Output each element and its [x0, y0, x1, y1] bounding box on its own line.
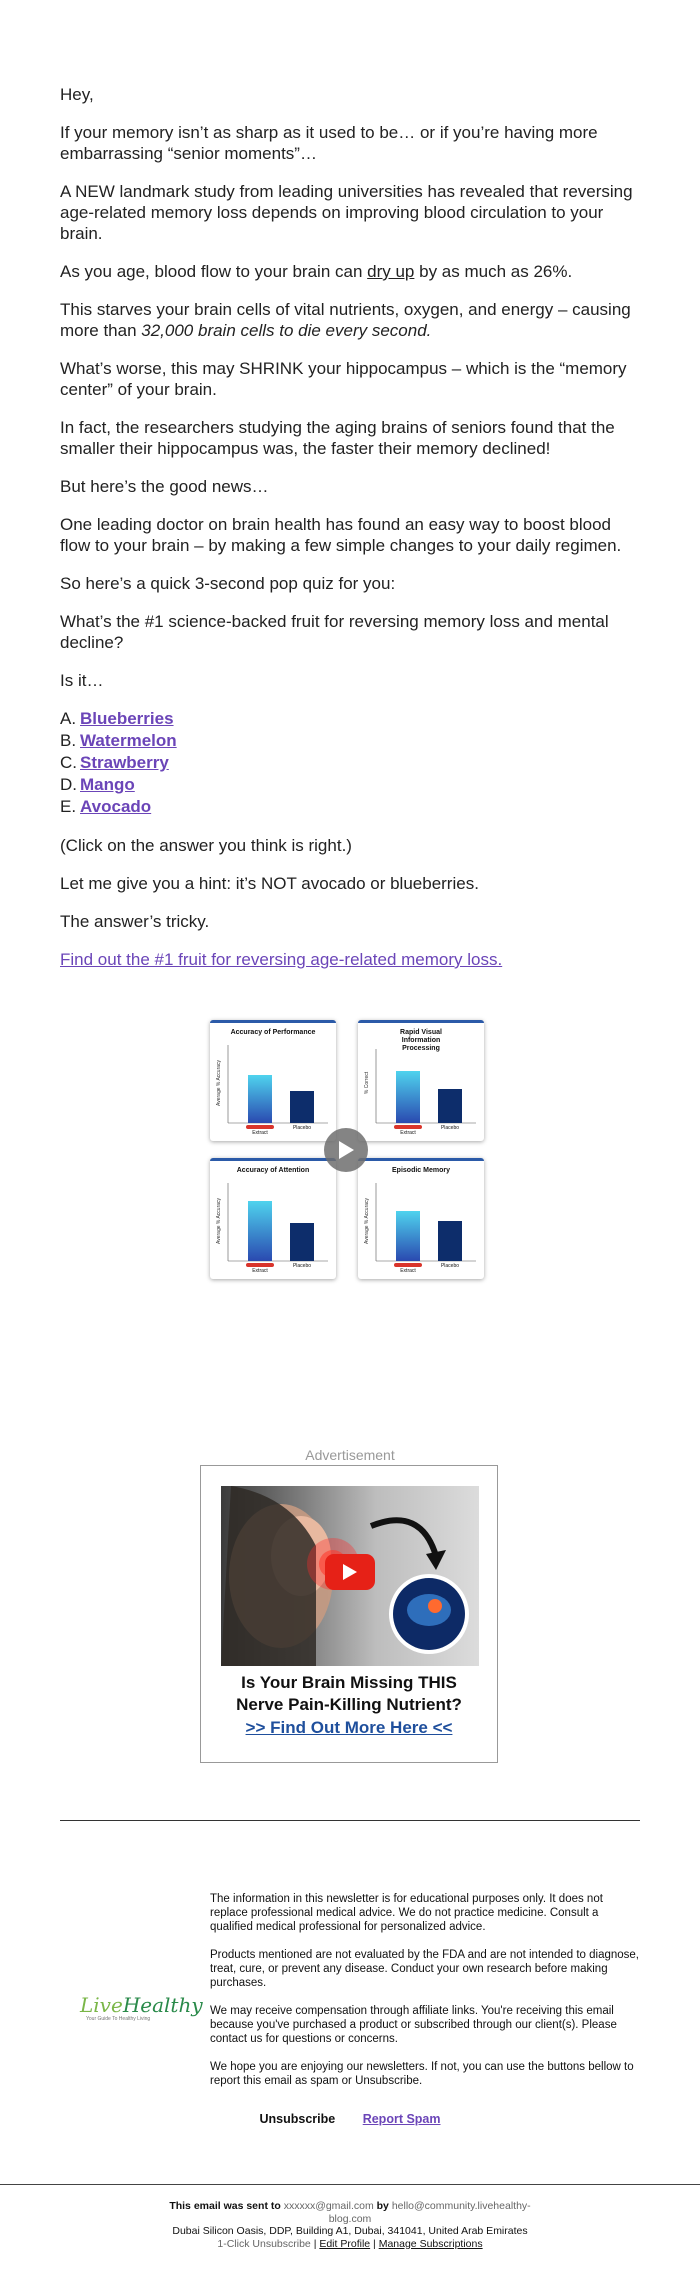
paragraph: What’s worse, this may SHRINK your hippocampus – which is the “memory center” of your brain. [60, 359, 627, 399]
ad-headline-line: Nerve Pain-Killing Nutrient? [236, 1695, 462, 1714]
separator: | [313, 2237, 317, 2250]
extract-highlight [394, 1263, 422, 1267]
chart-title: Rapid Visual Information Processing [400, 1029, 442, 1052]
bar-extract [396, 1211, 420, 1261]
paragraph: Let me give you a hint: it’s NOT avocado or blueberries. [60, 874, 479, 893]
chart-ylabel: % Correct [364, 1071, 370, 1095]
bar-placebo [438, 1089, 462, 1123]
bar-extract [248, 1201, 272, 1261]
paragraph [60, 949, 640, 970]
bar-extract [396, 1071, 420, 1123]
extract-highlight [394, 1125, 422, 1129]
footer-actions [0, 2112, 700, 2126]
sent-to-line [150, 2200, 550, 2225]
chart-panel [358, 1158, 484, 1279]
chart-svg [358, 1023, 484, 1141]
ad-headline-line: Is Your Brain Missing THIS [241, 1673, 457, 1692]
advertisement-label: Advertisement [305, 1447, 395, 1463]
bar-extract [248, 1075, 272, 1123]
quiz-option [60, 752, 640, 774]
bar-label: Placebo [440, 1263, 460, 1269]
quiz-option [60, 708, 640, 730]
text: As you age, blood flow to your brain can [60, 262, 368, 281]
chart-svg [210, 1161, 336, 1279]
text: This starves your brain cells of vital nutrients, oxygen, and energy – causing more than [60, 300, 631, 340]
youtube-play-icon[interactable] [325, 1554, 375, 1590]
bar-label: Placebo [292, 1263, 312, 1269]
paragraph: If your memory isn’t as sharp as it used to be… or if you’re having more embarrassing “senior moments”… [60, 123, 598, 163]
chart-ylabel: Average % Accuracy [216, 1197, 222, 1245]
bar-label: Extract [252, 1130, 268, 1136]
italic-text: 32,000 brain cells to die every second. [141, 321, 432, 340]
quiz-option [60, 774, 640, 796]
greeting: Hey, [60, 85, 94, 104]
play-triangle-icon [342, 1563, 358, 1581]
quiz-option [60, 730, 640, 752]
play-icon [337, 1140, 355, 1160]
underlined-text: dry up [367, 262, 415, 281]
bar-label: Extract [400, 1130, 416, 1136]
bar-label: Extract [400, 1268, 416, 1274]
recipient-email: xxxxxx@gmail.com [283, 2200, 374, 2212]
sent-by: by [376, 2200, 389, 2212]
separator: | [373, 2237, 376, 2250]
chart-panel [210, 1020, 336, 1141]
logo-part: Healthy [122, 1993, 203, 2017]
option-letter: D. [60, 775, 77, 794]
address: Dubai Silicon Oasis, DDP, Building A1, Dubai, 341041, United Arab Emirates [172, 2225, 528, 2237]
chart-svg [358, 1161, 484, 1279]
paragraph: The answer’s tricky. [60, 912, 210, 931]
disclaimer-paragraph: Products mentioned are not evaluated by the FDA and are not intended to diagnose, treat, cure, or prevent any disease. Conduct your own research before making purchases. [210, 1949, 639, 1989]
chart-title: Accuracy of Attention [236, 1167, 310, 1174]
chart-ylabel: Average % Accuracy [216, 1059, 222, 1107]
footer-info [150, 2200, 550, 2250]
logo-tagline: Your Guide To Healthy Living [86, 2016, 151, 2022]
paragraph: One leading doctor on brain health has found an easy way to boost blood flow to your brain – by making a few simple changes to your daily regimen. [60, 515, 622, 555]
bar-label: Placebo [292, 1125, 312, 1131]
play-button[interactable] [324, 1128, 368, 1172]
paragraph: So here’s a quick 3-second pop quiz for you: [60, 574, 396, 593]
bar-label: Extract [252, 1268, 268, 1274]
chart-title: Episodic Memory [392, 1167, 450, 1174]
option-letter: B. [60, 731, 77, 750]
answer-link-blueberries[interactable]: Blueberries [80, 709, 174, 728]
chart-title: Accuracy of Performance [230, 1029, 316, 1036]
chart-svg [210, 1023, 336, 1141]
paragraph: Is it… [60, 671, 104, 690]
paragraph: But here’s the good news… [60, 477, 269, 496]
logo-part: Live [80, 1993, 123, 2017]
bar-placebo [438, 1221, 462, 1261]
ad-cta-link[interactable]: >> Find Out More Here << [245, 1718, 453, 1737]
paragraph: (Click on the answer you think is right.) [60, 836, 352, 855]
option-letter: E. [60, 797, 77, 816]
logo-wordmark [80, 1993, 203, 2017]
disclaimer-paragraph: We hope you are enjoying our newsletters. If not, you can use the buttons bellow to report this email as spam or Unsubscribe. [210, 2061, 634, 2087]
unsubscribe-button[interactable]: Unsubscribe [259, 2112, 336, 2126]
text: by as much as 26%. [414, 262, 573, 281]
answer-link-avocado[interactable]: Avocado [80, 797, 152, 816]
advertisement[interactable] [200, 1465, 498, 1763]
option-letter: A. [60, 709, 77, 728]
cta-link[interactable]: Find out the #1 fruit for reversing age-related memory loss. [60, 950, 503, 969]
ad-image[interactable] [221, 1486, 479, 1666]
disclaimer-paragraph: The information in this newsletter is for educational purposes only. It does not replace professional medical advice. We do not practice medicine. Consult a qualified medical professional for personalized advice. [210, 1893, 603, 1933]
disclaimer-paragraph: We may receive compensation through affiliate links. You're receiving this email because you've purchased a product or subscribed through our client(s). Please contact us for questions or concerns. [210, 2005, 617, 2045]
paragraph: In fact, the researchers studying the aging brains of seniors found that the smaller their hippocampus was, the faster their memory declined! [60, 418, 615, 458]
chart-panel [210, 1158, 336, 1279]
one-click-unsubscribe[interactable]: 1-Click Unsubscribe [217, 2237, 311, 2250]
paragraph: A NEW landmark study from leading universities has revealed that reversing age-related memory loss depends on improving blood circulation to your brain. [60, 182, 633, 243]
sent-prefix: This email was sent to [169, 2200, 281, 2212]
footer-divider [0, 2184, 700, 2185]
report-spam-button[interactable]: Report Spam [362, 2112, 441, 2126]
video-thumbnail[interactable] [210, 1020, 484, 1278]
divider [60, 1820, 640, 1821]
extract-highlight [246, 1125, 274, 1129]
paragraph: What’s the #1 science-backed fruit for reversing memory loss and mental decline? [60, 612, 609, 652]
ad-headline [201, 1672, 497, 1716]
email-body [60, 84, 640, 987]
answer-link-mango[interactable]: Mango [80, 775, 135, 794]
paragraph [60, 299, 640, 341]
chart-ylabel: Average % Accuracy [364, 1197, 370, 1245]
answer-link-strawberry[interactable]: Strawberry [80, 753, 169, 772]
edit-profile-link[interactable]: Edit Profile [319, 2237, 371, 2250]
extract-highlight [246, 1263, 274, 1267]
sender-email[interactable]: hello@community.livehealthy-blog.com [328, 2200, 531, 2225]
bar-label: Placebo [440, 1125, 460, 1131]
footer-links [150, 2238, 550, 2251]
quiz-options [60, 708, 640, 818]
quiz-option [60, 796, 640, 818]
chart-panel [358, 1020, 484, 1141]
paragraph [60, 261, 640, 282]
option-letter: C. [60, 753, 77, 772]
answer-link-watermelon[interactable]: Watermelon [80, 731, 177, 750]
manage-subscriptions-link[interactable]: Manage Subscriptions [378, 2237, 483, 2250]
disclaimer [210, 1892, 640, 2102]
bar-placebo [290, 1091, 314, 1123]
brand-logo[interactable] [80, 1993, 203, 2022]
bar-placebo [290, 1223, 314, 1261]
